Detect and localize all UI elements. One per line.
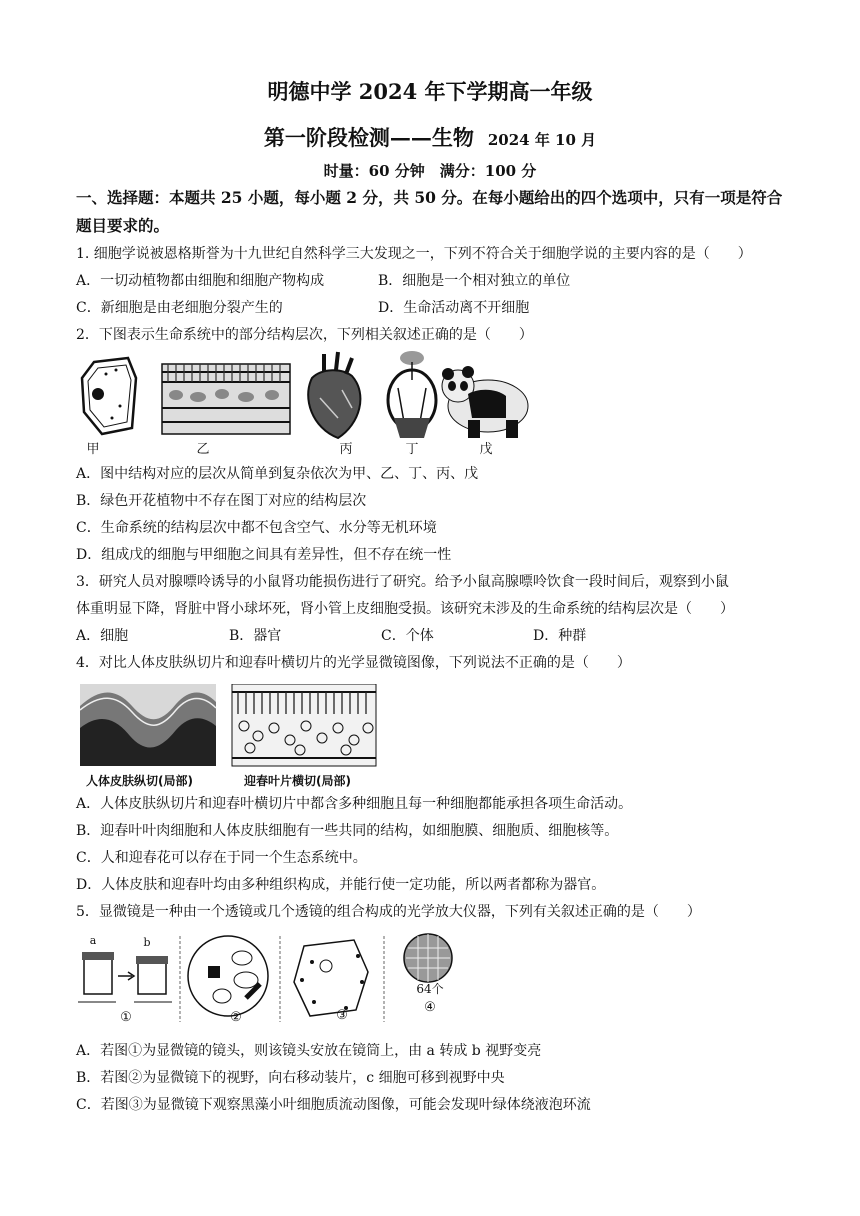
flower-organ-image: [388, 351, 436, 438]
q2-stem: 2．下图表示生命系统中的部分结构层次，下列相关叙述正确的是（ ）: [76, 327, 533, 343]
q5-fig-label-3: ③: [336, 1008, 348, 1023]
q2-label-yi: 乙: [196, 442, 210, 457]
exam-title-line2: [0, 122, 860, 152]
q4-option-a: A．人体皮肤纵切片和迎春叶横切片中都含多种细胞且每一种细胞都能承担各项生命活动。: [76, 796, 633, 812]
q1-option-d: D．生命活动离不开细胞: [378, 300, 530, 316]
q2-label-bing: 丙: [339, 442, 353, 457]
q3-stem-line1: 3．研究人员对腺嘌呤诱导的小鼠肾功能损伤进行了研究。给予小鼠高腺嘌呤饮食一段时间后，观察到小鼠: [76, 574, 729, 590]
q2-label-wu: 戊: [479, 442, 493, 457]
q1-option-a: A．一切动植物都由细胞和细胞产物构成: [76, 273, 325, 289]
q2-label-ding: 丁: [405, 442, 419, 457]
section-heading: 一、选择题：本题共 25 小题，每小题 2 分，共 50 分。在每小题给出的四个选项中，只有一项是符合题目要求的。: [76, 188, 783, 235]
leaf-tissue-image: [162, 364, 290, 434]
lens-b-label: b: [143, 936, 151, 949]
q2-option-a: A．图中结构对应的层次从简单到复杂依次为甲、乙、丁、丙、戊: [76, 466, 479, 482]
q3-option-b: B．器官: [229, 628, 282, 644]
cell-c-label: c: [219, 950, 227, 963]
q5-option-b: B．若图②为显微镜下的视野，向右移动装片，c 细胞可移到视野中央: [76, 1070, 505, 1086]
q2-option-b: B．绿色开花植物中不存在图丁对应的结构层次: [76, 493, 367, 509]
cell-count-field: [404, 934, 452, 982]
q4-option-b: B．迎春叶叶肉细胞和人体皮肤细胞有一些共同的结构，如细胞膜、细胞质、细胞核等。: [76, 823, 619, 839]
lens-a-label: a: [89, 934, 97, 947]
q1-option-c: C．新细胞是由老细胞分裂产生的: [76, 300, 283, 316]
q3-option-d: D．种群: [533, 628, 587, 644]
q3-stem-line2: 体重明显下降，肾脏中肾小球坏死，肾小管上皮细胞受损。该研究未涉及的生命系统的结构层次是（ ）: [76, 601, 734, 617]
q2-structure-figure: [76, 348, 536, 456]
q4-micrograph-figure: [80, 684, 380, 770]
q5-fig-label-1: ①: [120, 1010, 132, 1025]
q5-option-a: A．若图①为显微镜的镜头，则该镜头安放在镜筒上，由 a 转成 b 视野变亮: [76, 1043, 542, 1059]
heart-organ-image: [308, 352, 360, 438]
q5-option-c: C．若图③为显微镜下观察黑藻小叶细胞质流动图像，可能会发现叶绿体绕液泡环流: [76, 1097, 591, 1113]
q4-option-c: C．人和迎春花可以存在于同一个生态系统中。: [76, 850, 367, 866]
q1-option-b: B．细胞是一个相对独立的单位: [378, 273, 571, 289]
leaf-section-image: [232, 684, 376, 766]
count-64-label: 64个: [416, 982, 444, 996]
exam-time-info: 时量：60 分钟 满分：100 分: [323, 162, 537, 180]
q4-caption-skin: 人体皮肤纵切(局部): [86, 774, 193, 788]
q4-stem: 4．对比人体皮肤纵切片和迎春叶横切片的光学显微镜图像，下列说法不正确的是（ ）: [76, 655, 631, 671]
plant-cell-image: [82, 358, 136, 434]
skin-section-image: [80, 684, 216, 766]
q4-caption-leaf: 迎春叶片横切(局部): [244, 774, 351, 788]
q5-stem: 5．显微镜是一种由一个透镜或几个透镜的组合构成的光学放大仪器，下列有关叙述正确的是（ ）: [76, 904, 701, 920]
q2-option-d: D．组成戊的细胞与甲细胞之间具有差异性，但不存在统一性: [76, 547, 452, 563]
q4-option-d: D．人体皮肤和迎春叶均由多种组织构成，并能行使一定功能，所以两者都称为器官。: [76, 877, 606, 893]
q2-label-jia: 甲: [86, 442, 100, 457]
exam-date: 2024 年 10 月: [487, 131, 597, 149]
q3-option-a: A．细胞: [76, 628, 129, 644]
q3-option-c: C．个体: [381, 628, 434, 644]
q5-fig-label-2: ②: [230, 1010, 242, 1025]
q2-option-c: C．生命系统的结构层次中都不包含空气、水分等无机环境: [76, 520, 437, 536]
q5-fig-label-4: ④: [424, 1000, 436, 1015]
panda-image: [442, 366, 528, 438]
q1-stem: 1. 细胞学说被恩格斯誉为十九世纪自然科学三大发现之一，下列不符合关于细胞学说的主要内容的是（ ）: [76, 246, 752, 262]
exam-subject-title: 第一阶段检测——生物: [263, 125, 474, 150]
exam-title-line1: 明德中学 2024 年下学期高一年级: [267, 79, 593, 104]
